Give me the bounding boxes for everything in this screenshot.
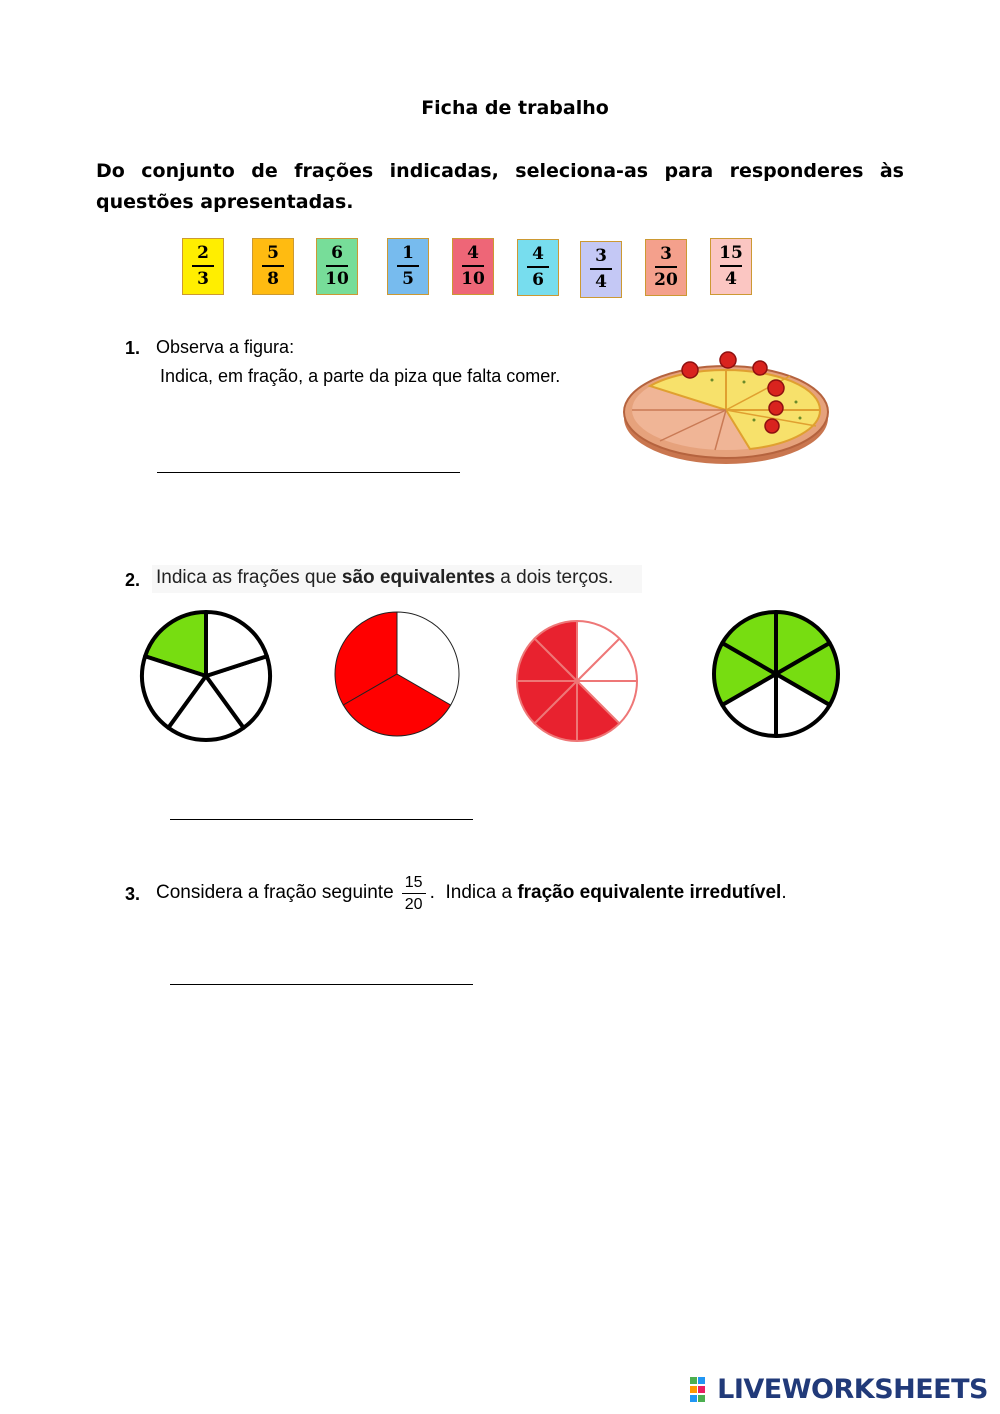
fraction-bar (192, 265, 214, 267)
tile-numerator: 4 (467, 243, 479, 264)
tile-numerator: 3 (595, 246, 607, 267)
fraction-bar (527, 266, 549, 268)
fraction-tile[interactable] (452, 238, 494, 295)
tile-denominator: 4 (595, 271, 607, 292)
fraction-bar (462, 265, 484, 267)
question-1-instruction: Indica, em fração, a parte da piza que falta comer. (160, 366, 561, 386)
tile-numerator: 3 (660, 244, 672, 265)
fraction-tile[interactable] (387, 238, 429, 295)
question-3-number: 3. (125, 884, 141, 904)
fraction-circle-thirds[interactable] (335, 612, 459, 736)
question-3-text-bold: fração equivalente irredutível (517, 882, 782, 903)
tile-numerator: 2 (197, 243, 209, 264)
worksheet-instructions: Do conjunto de frações indicadas, seleciona-as para responderes às questões apresentadas. (96, 160, 904, 213)
tile-numerator: 15 (719, 243, 743, 264)
worksheet-title: Ficha de trabalho (421, 97, 609, 119)
question-1-number: 1. (125, 338, 141, 358)
fraction-bar (402, 893, 426, 894)
tile-numerator: 1 (402, 243, 414, 264)
tile-numerator: 5 (267, 243, 279, 264)
fraction-tile[interactable] (517, 239, 559, 296)
fraction-circle-eighths[interactable] (517, 621, 637, 741)
question-3-text-before: Considera a fração seguinte (156, 882, 394, 903)
fraction-circles (130, 600, 850, 750)
liveworksheets-logo (690, 1374, 988, 1405)
question-3-text-mid: . Indica a (429, 882, 518, 903)
tile-denominator: 10 (325, 268, 349, 289)
question-3-fraction (402, 874, 426, 913)
answer-line-2[interactable] (170, 819, 473, 820)
pizza-illustration (620, 346, 832, 468)
question-3-text-after: . (781, 882, 787, 903)
question-2-text (156, 567, 613, 589)
fraction-tile[interactable] (252, 238, 294, 295)
tile-denominator: 6 (532, 269, 544, 290)
question-2-text-before: Indica as frações que (156, 567, 342, 588)
tile-numerator: 4 (532, 244, 544, 265)
fraction-tile[interactable] (710, 238, 752, 295)
fraction-bar (262, 265, 284, 267)
fraction-circle-fifths[interactable] (142, 612, 270, 740)
fraction-bar (397, 265, 419, 267)
tile-denominator: 5 (402, 268, 414, 289)
fraction-tile[interactable] (645, 239, 687, 296)
fraction-bar (720, 265, 742, 267)
fraction-tile[interactable] (580, 241, 622, 298)
tile-denominator: 10 (461, 268, 485, 289)
tile-numerator: 6 (331, 243, 343, 264)
fraction-tile[interactable] (316, 238, 358, 295)
tile-denominator: 20 (654, 269, 678, 290)
fraction-bar (590, 268, 612, 270)
question-2-text-bold: são equivalentes (341, 567, 496, 588)
question-3-text (156, 868, 787, 918)
fraction-tile[interactable] (182, 238, 224, 295)
fraction-denominator: 20 (404, 895, 423, 913)
liveworksheets-logo-icon (690, 1377, 714, 1403)
fraction-numerator: 15 (404, 873, 423, 891)
logo-text: LIVEWORKSHEETS (717, 1374, 988, 1405)
question-2-number: 2. (125, 570, 141, 590)
question-1-prompt: Observa a figura: (156, 337, 295, 357)
tile-denominator: 4 (725, 268, 737, 289)
tile-denominator: 8 (267, 268, 279, 289)
answer-line-1[interactable] (157, 472, 460, 473)
answer-line-3[interactable] (170, 984, 473, 985)
tile-denominator: 3 (197, 268, 209, 289)
fraction-bar (655, 266, 677, 268)
fraction-bar (326, 265, 348, 267)
question-2-text-after: a dois terços. (495, 567, 614, 588)
fraction-circle-sixths[interactable] (714, 612, 838, 736)
